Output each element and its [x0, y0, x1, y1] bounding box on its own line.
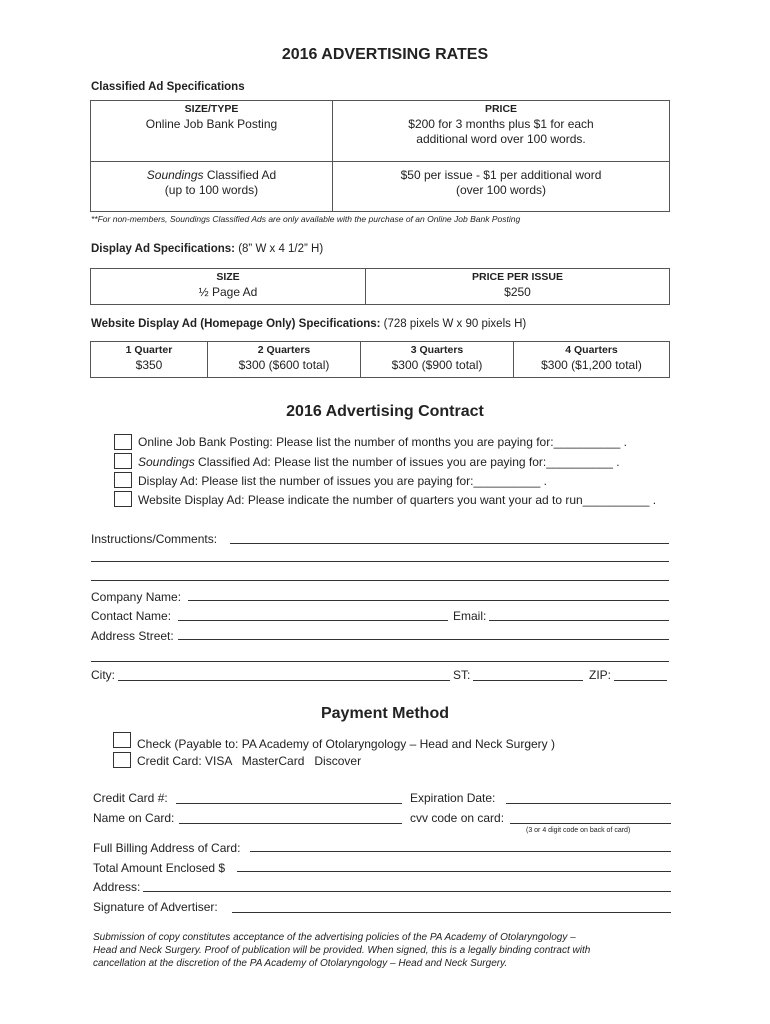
company-field[interactable]: [188, 600, 669, 601]
email-label: Email:: [453, 609, 487, 623]
display-table: [90, 268, 670, 305]
st-label: ST:: [453, 668, 471, 682]
classified-note: **For non-members, Soundings Classified Ads are only available with the purchase of an Online Job Bank Posting: [91, 214, 521, 224]
signature-field[interactable]: [232, 912, 671, 913]
cvv-label: cvv code on card:: [410, 811, 505, 825]
credit-card-checkbox[interactable]: [113, 752, 131, 768]
legal-footer: Submission of copy constitutes acceptance of the advertising policies of the PA Academy of Otolaryngology – Head and Neck Surgery. Proof of publication will be provided. When signed, this is a legally binding contract with cancellation at the discretion of the PA Academy of Otolaryngology – Head and Neck Surgery.: [93, 932, 591, 969]
cvv-note: (3 or 4 digit code on back of card): [526, 827, 631, 834]
row1-size: Online Job Bank Posting: [91, 116, 333, 161]
display-heading: Display Ad Specifications: (8” W x 4 1/2” H): [91, 243, 324, 255]
zip-field[interactable]: [614, 680, 667, 681]
city-label: City:: [91, 668, 115, 682]
row2-price: $50 per issue - $1 per additional word (over 100 words): [333, 161, 670, 211]
col-quarter-3: 3 Quarters: [361, 342, 514, 358]
col-price-per-issue: PRICE PER ISSUE: [366, 269, 670, 285]
page-title: 2016 ADVERTISING RATES: [281, 46, 489, 63]
price-quarter-3: $300 ($900 total): [361, 357, 514, 377]
display-ad-checkbox[interactable]: [114, 472, 132, 488]
price-quarter-4: $300 ($1,200 total): [514, 357, 670, 377]
price-quarter-2: $300 ($600 total): [208, 357, 361, 377]
job-bank-checkbox[interactable]: [114, 434, 132, 450]
address-street-label: Address Street:: [91, 629, 174, 643]
contact-field[interactable]: [178, 620, 448, 621]
check-checkbox[interactable]: [113, 732, 131, 748]
card-number-field[interactable]: [176, 803, 402, 804]
soundings-checkbox[interactable]: [114, 453, 132, 469]
instructions-line-3[interactable]: [91, 580, 669, 581]
col-price: PRICE: [333, 101, 670, 117]
address-street-field[interactable]: [178, 639, 669, 640]
row1-price: $200 for 3 months plus $1 for each additional word over 100 words.: [333, 116, 670, 161]
col-quarter-4: 4 Quarters: [514, 342, 670, 358]
classified-heading: Classified Ad Specifications: [91, 81, 245, 93]
address-field[interactable]: [143, 891, 671, 892]
email-field[interactable]: [489, 620, 669, 621]
contact-label: Contact Name:: [91, 609, 172, 623]
contract-title: 2016 Advertising Contract: [286, 403, 484, 420]
row2-size: Soundings Classified Ad (up to 100 words): [91, 161, 333, 211]
instructions-label: Instructions/Comments:: [91, 532, 218, 546]
company-label: Company Name:: [91, 590, 182, 604]
expiration-field[interactable]: [506, 803, 671, 804]
instructions-field[interactable]: [230, 543, 669, 544]
soundings-item: Soundings Classified Ad: Please list the number of issues you are paying for:__________ .: [138, 455, 620, 469]
website-ad-item: Website Display Ad: Please indicate the number of quarters you want your ad to run__________ .: [138, 493, 657, 507]
col-quarter-1: 1 Quarter: [91, 342, 208, 358]
name-on-card-field[interactable]: [179, 823, 402, 824]
signature-label: Signature of Advertiser:: [93, 900, 218, 914]
credit-card-option: Credit Card: VISA MasterCard Discover: [137, 754, 362, 768]
col-size-type: SIZE/TYPE: [91, 101, 333, 117]
classified-table: [90, 100, 670, 212]
zip-label: ZIP:: [589, 668, 612, 682]
display-size: ½ Page Ad: [91, 284, 366, 304]
address-line-2[interactable]: [91, 661, 669, 662]
website-heading: Website Display Ad (Homepage Only) Specifications: (728 pixels W x 90 pixels H): [91, 318, 527, 330]
address-label: Address:: [93, 880, 141, 894]
website-ad-checkbox[interactable]: [114, 491, 132, 507]
instructions-line-2[interactable]: [91, 561, 669, 562]
card-number-label: Credit Card #:: [93, 791, 168, 805]
total-field[interactable]: [237, 871, 671, 872]
website-table: [90, 341, 670, 378]
job-bank-item: Online Job Bank Posting: Please list the number of months you are paying for:__________ .: [138, 435, 627, 449]
display-ad-item: Display Ad: Please list the number of issues you are paying for:__________ .: [138, 474, 547, 488]
city-field[interactable]: [118, 680, 450, 681]
total-label: Total Amount Enclosed $: [93, 861, 226, 875]
col-size: SIZE: [91, 269, 366, 285]
expiration-label: Expiration Date:: [410, 791, 496, 805]
check-option: Check (Payable to: PA Academy of Otolaryngology – Head and Neck Surgery ): [137, 737, 555, 751]
payment-title: Payment Method: [320, 705, 449, 722]
display-price: $250: [366, 284, 670, 304]
col-quarter-2: 2 Quarters: [208, 342, 361, 358]
billing-field[interactable]: [250, 851, 671, 852]
st-field[interactable]: [473, 680, 583, 681]
name-on-card-label: Name on Card:: [93, 811, 175, 825]
billing-label: Full Billing Address of Card:: [93, 841, 241, 855]
price-quarter-1: $350: [91, 357, 208, 377]
cvv-field[interactable]: [510, 823, 671, 824]
